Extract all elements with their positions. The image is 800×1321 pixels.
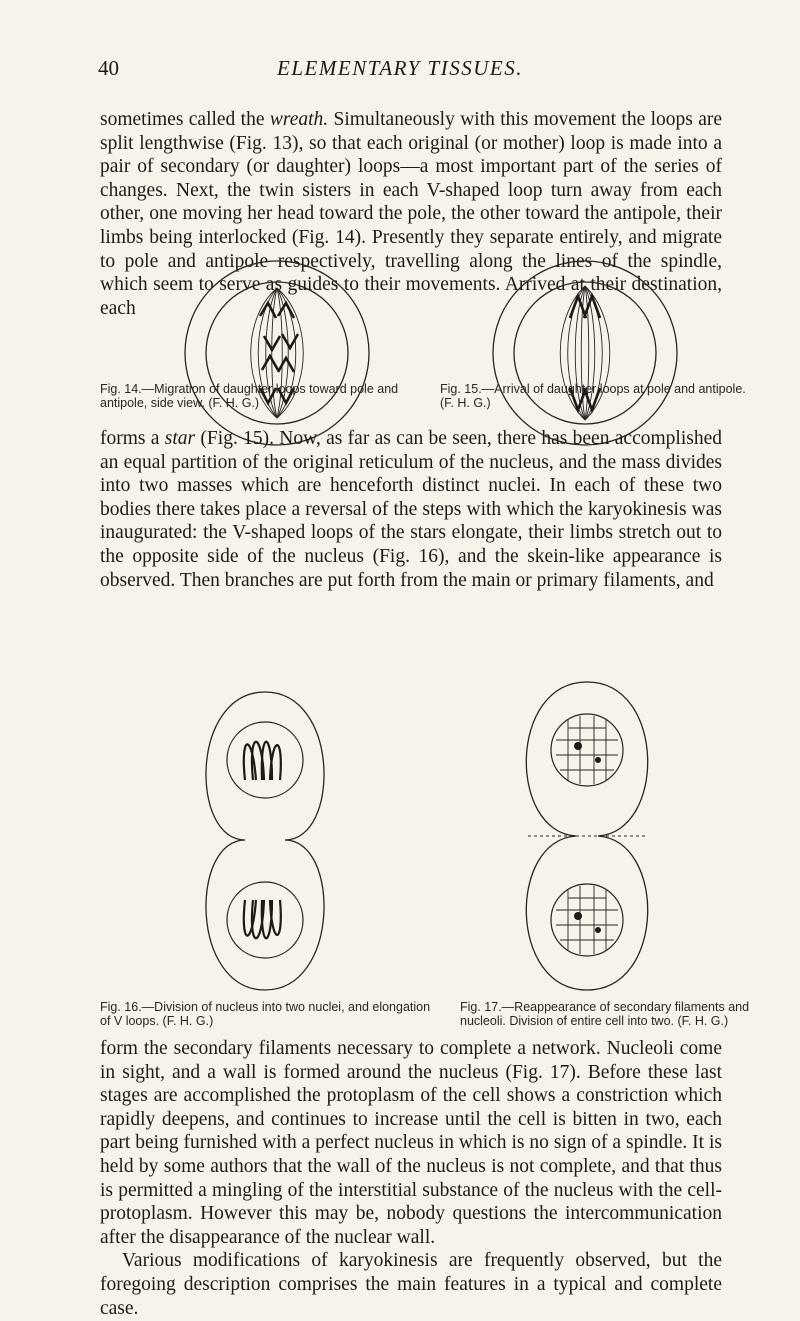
figure-15-illustration — [490, 258, 680, 448]
figure-14 — [182, 258, 372, 448]
running-head: ELEMENTARY TISSUES. — [277, 56, 523, 80]
figure-17 — [508, 680, 666, 992]
paragraph-3 — [100, 1037, 722, 1320]
figure-15-caption: Fig. 15.—Arrival of daughter loops at pole and antipole. (F. H. G.) — [440, 382, 746, 410]
figure-17-illustration — [508, 680, 666, 992]
page-number: 40 — [98, 56, 119, 80]
figure-16 — [190, 690, 340, 992]
p3-text: form the secondary filaments necessary to complete a network. Nucleoli come in sight, and a wall is formed around the nucleus (Fig. 17). Before these last stages are accomplished the protoplasm of the cell shows a constriction which rapidly deepens, and continues to increase until the cell is bitten in two, each part being furnished with a perfect nucleus in which is no sign of a spindle. It is held by some authors that the wall of the nucleus is not complete, and that thus is permitted a mingling of the interstitial substance of the nucleus with the cell-protoplasm. However this may be, nobody questions the intercommunication after the disappearance of the nuclear wall. — [100, 1038, 722, 1248]
figure-14-illustration — [182, 258, 372, 448]
p2-italic-term: star — [164, 428, 196, 449]
figure-15 — [490, 258, 680, 448]
figure-16-illustration — [190, 690, 340, 992]
p3-second-text: Various modifications of karyokinesis are frequently observed, but the foregoing description comprises the main features in a typical and complete case. — [100, 1250, 722, 1319]
paragraph-2 — [100, 427, 722, 592]
p1-text-rest: Simultaneously with this movement the loops are split lengthwise (Fig. 13), so that each original (or mother) loop is made into a pair of secondary (or daughter) loops—a most important part of the series of changes. Next, the twin sisters in each V-shaped loop turn away from each other, one moving her head toward the pole, the other toward the antipole, their limbs being interlocked (Fig. 14). Presently they separate entirely, and migrate to pole and antipole respectively, travelling along the lines of the spindle, which seem to serve as guides to their movements. Arrived at their destination, each — [100, 109, 722, 319]
p1-italic-term: wreath. — [269, 109, 329, 130]
p2-text-start: forms a — [100, 428, 165, 449]
figure-16-caption: Fig. 16.—Division of nucleus into two nuclei, and elongation of V loops. (F. H. G.) — [100, 1000, 431, 1028]
figure-14-caption: Fig. 14.—Migration of daughter loops toward pole and antipole, side view. (F. H. G.) — [100, 382, 399, 410]
figure-17-caption: Fig. 17.—Reappearance of secondary filaments and nucleoli. Division of entire cell into two. (F. H. G.) — [460, 1000, 750, 1028]
p2-text-rest: (Fig. 15). Now, as far as can be seen, there has been accomplished an equal partition of the original reticulum of the nucleus, and the mass divides into two masses which are henceforth distinct nuclei. In each of these two bodies there takes place a reversal of the steps with which the karyokinesis was inaugurated: the V-shaped loops of the stars elongate, their limbs stretch out to the opposite side of the nucleus (Fig. 16), and the skein-like appearance is observed. Then branches are put forth from the main or primary filaments, and — [100, 428, 722, 591]
p1-text-start: sometimes called the — [100, 109, 270, 130]
